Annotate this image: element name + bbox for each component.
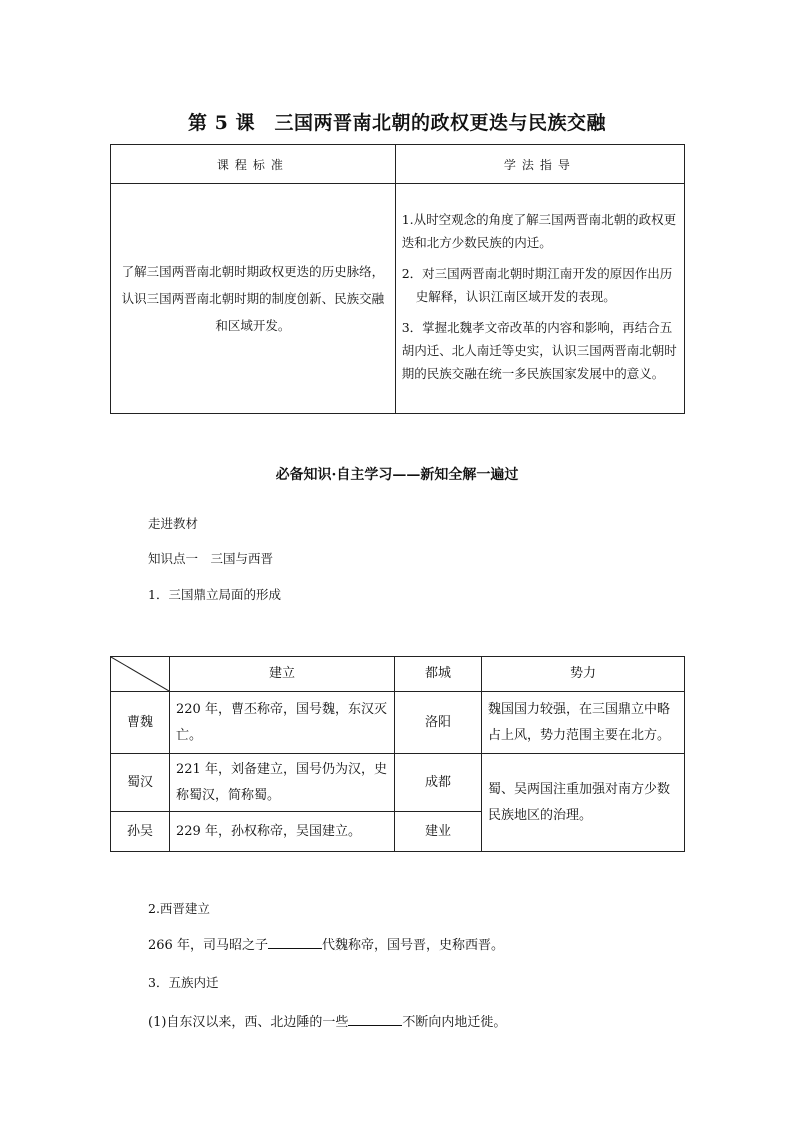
item-heading: 2.西晋建立 <box>148 901 210 916</box>
paragraph-line <box>148 1011 506 1030</box>
fill-in-blank <box>268 934 322 949</box>
table-header-row <box>111 145 685 184</box>
intro-label: 走进教材 <box>148 516 199 531</box>
header-study-guidance: 学法指导 <box>395 145 684 184</box>
lesson-title: 第 5 课 三国两晋南北朝的政权更迭与民族交融 <box>188 112 606 134</box>
kingdom-established: 220 年，曹丕称帝，国号魏，东汉灭亡。 <box>170 692 395 754</box>
paragraph-line <box>148 934 504 953</box>
guidance-item: 2．对三国两晋南北朝时期江南开发的原因作出历史解释，认识江南区域开发的表现。 <box>401 266 673 304</box>
table-row <box>111 184 685 414</box>
kingdom-name: 曹魏 <box>111 692 170 754</box>
guidance-item: 1.从时空观念的角度了解三国两晋南北朝的政权更迭和北方少数民族的内迁。 <box>401 212 677 250</box>
knowledge-point-heading: 知识点一 三国与西晋 <box>148 551 274 566</box>
header-established: 建立 <box>170 657 395 692</box>
curriculum-standard-table <box>110 144 685 414</box>
item-heading: 1．三国鼎立局面的形成 <box>148 587 281 602</box>
kingdom-capital: 洛阳 <box>395 692 482 754</box>
kingdom-name: 蜀汉 <box>111 754 170 812</box>
paragraph-text: 266 年，司马昭之子 <box>148 938 268 953</box>
header-capital: 都城 <box>395 657 482 692</box>
kingdom-power: 蜀、吴两国注重加强对南方少数民族地区的治理。 <box>482 754 685 852</box>
study-guidance-list <box>395 184 684 414</box>
header-curriculum-standard: 课程标准 <box>111 145 396 184</box>
header-power: 势力 <box>482 657 685 692</box>
diagonal-header-cell <box>111 657 170 692</box>
kingdom-established: 221 年，刘备建立，国号仍为汉，史称蜀汉，简称蜀。 <box>170 754 395 812</box>
kingdom-power: 魏国国力较强，在三国鼎立中略占上风，势力范围主要在北方。 <box>482 692 685 754</box>
guidance-item: 3．掌握北魏孝文帝改革的内容和影响，再结合五胡内迁、北人南迁等史实，认识三国两晋南北朝时期的民族交融在统一多民族国家发展中的意义。 <box>401 320 677 381</box>
three-kingdoms-table <box>110 656 685 852</box>
kingdom-name: 孙吴 <box>111 812 170 852</box>
table-row <box>111 754 685 812</box>
kingdom-established: 229 年，孙权称帝，吴国建立。 <box>170 812 395 852</box>
item-heading: 3．五族内迁 <box>148 975 219 990</box>
paragraph-text: 代魏称帝，国号晋，史称西晋。 <box>321 938 504 953</box>
section-title: 必备知识·自主学习——新知全解一遍过 <box>275 467 519 483</box>
table-header-row <box>111 657 685 692</box>
paragraph-text: 不断向内地迁徙。 <box>402 1015 507 1030</box>
fill-in-blank <box>348 1011 402 1026</box>
kingdom-capital: 成都 <box>395 754 482 812</box>
curriculum-standard-text: 了解三国两晋南北朝时期政权更迭的历史脉络，认识三国两晋南北朝时期的制度创新、民族交融和区域开发。 <box>111 184 396 414</box>
kingdom-capital: 建业 <box>395 812 482 852</box>
diagonal-line <box>111 657 169 691</box>
paragraph-text: (1)自东汉以来，西、北边陲的一些 <box>148 1015 349 1030</box>
table-row <box>111 692 685 754</box>
